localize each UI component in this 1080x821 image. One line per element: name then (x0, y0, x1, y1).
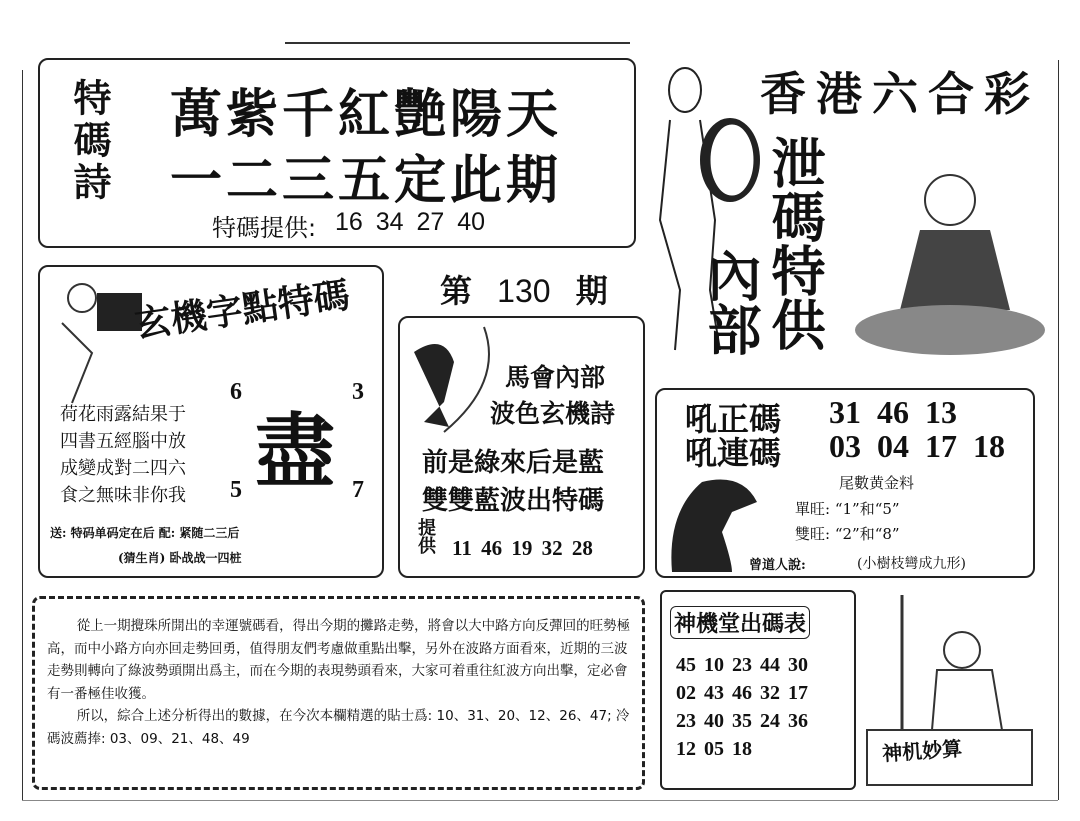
slogan-left: 內部 (699, 248, 762, 356)
riddle-note-2: (猜生肖) 卧战战一四桩 (118, 551, 242, 565)
table-row: 45 10 23 44 30 (676, 654, 808, 676)
frame-bottom (22, 800, 1058, 801)
issue-value: 130 (497, 273, 551, 309)
corner-number: 5 (230, 477, 242, 503)
table-row: 23 40 35 24 36 (676, 710, 808, 732)
frame-top (285, 42, 630, 44)
roar-numbers: 31 46 13 (829, 394, 957, 430)
monk-illustration (850, 140, 1045, 360)
issue-number (440, 266, 608, 312)
poem-line: 四書五經腦中放 (60, 431, 186, 452)
provide-numbers: 16 34 27 40 (335, 208, 486, 236)
saying: (小樹枝彎成九形) (857, 556, 966, 572)
single-hot: 單旺: “1”和“5” (795, 500, 900, 518)
number-table-box (660, 590, 856, 790)
horse-numbers: 11 46 19 32 28 (452, 536, 593, 560)
eagle-illustration (662, 472, 762, 577)
analysis-paragraph-1: 從上一期攪珠所開出的幸運號碼看，得出今期的攤路走勢，將會以大中路方向反彈回的旺勢極高，而中小路方向亦回走勢回勇，值得朋友們考慮做重點出擊，另外在波路方面看來，近期的三波走勢則轉向了綠波勢頭開出爲主，而在今期的表現勢頭看來，大家可着重往紅波方向出擊，定必會有一番極佳收獲。 (47, 618, 631, 702)
table-row: 02 43 46 32 17 (676, 682, 808, 704)
roar-label: 吼連碼 (685, 434, 782, 472)
riddle-poem (60, 401, 186, 509)
poem-line: 食之無味非你我 (60, 485, 186, 506)
analysis-paragraph-2: 所以，綜合上述分析得出的數據，在今次本欄精選的貼士爲: 10、31、20、12、26、47; 冷碼波薦捧: 03、09、21、48、49 (47, 708, 630, 747)
horse-title-2: 波色玄機詩 (490, 399, 616, 428)
poem-line: 荷花雨露結果于 (60, 404, 186, 425)
saying-label: 曾道人說: (749, 558, 806, 573)
horse-poem-1: 前是綠來后是藍 (422, 448, 605, 478)
provide-label: 特碼提供: (212, 214, 317, 242)
riddle-box (38, 265, 384, 578)
tail-title: 尾數黄金料 (839, 474, 915, 492)
riddle-note-1: 送: 特码单码定在后 配: 紧随二三后 (50, 526, 240, 540)
corner-number: 7 (352, 477, 364, 503)
horse-provide-label: 提供 (415, 518, 436, 554)
horse-title-1: 馬會內部 (505, 363, 606, 392)
double-hot: 雙旺: “2”和“8” (795, 525, 900, 543)
big-character: 盡 (255, 404, 335, 498)
frame-right (1058, 60, 1059, 800)
table-title: 神機堂出碼表 (670, 606, 810, 639)
analysis-box (32, 596, 645, 790)
roar-box (655, 388, 1035, 578)
roar-label: 吼正碼 (685, 400, 782, 438)
poem-line-1: 萬紫千紅艷陽天 (170, 84, 563, 145)
horse-poem-box (398, 316, 645, 578)
woman-computer-illustration (42, 273, 152, 413)
issue-prefix: 第 (440, 272, 473, 310)
riddle-title: 玄機字點特碼 (132, 274, 353, 346)
issue-suffix: 期 (575, 272, 608, 310)
poem-line-2: 一二三五定此期 (170, 150, 563, 211)
slogan-right: 泄碼特供 (763, 135, 826, 351)
corner-number: 3 (352, 379, 364, 405)
masthead-title: 香港六合彩 (760, 67, 1040, 121)
horse-poem-2: 雙雙藍波出特碼 (422, 486, 605, 516)
poem-line: 成變成對二四六 (60, 458, 186, 479)
corner-number: 6 (230, 379, 242, 405)
side-label: 特碼詩 (67, 78, 112, 204)
sage-caption: 神机妙算 (881, 736, 963, 766)
roar-numbers: 03 04 17 18 (829, 428, 1005, 464)
frame-left (22, 70, 23, 800)
header-poem-box (38, 58, 636, 248)
table-row: 12 05 18 (676, 738, 752, 760)
archer-illustration (404, 322, 499, 437)
